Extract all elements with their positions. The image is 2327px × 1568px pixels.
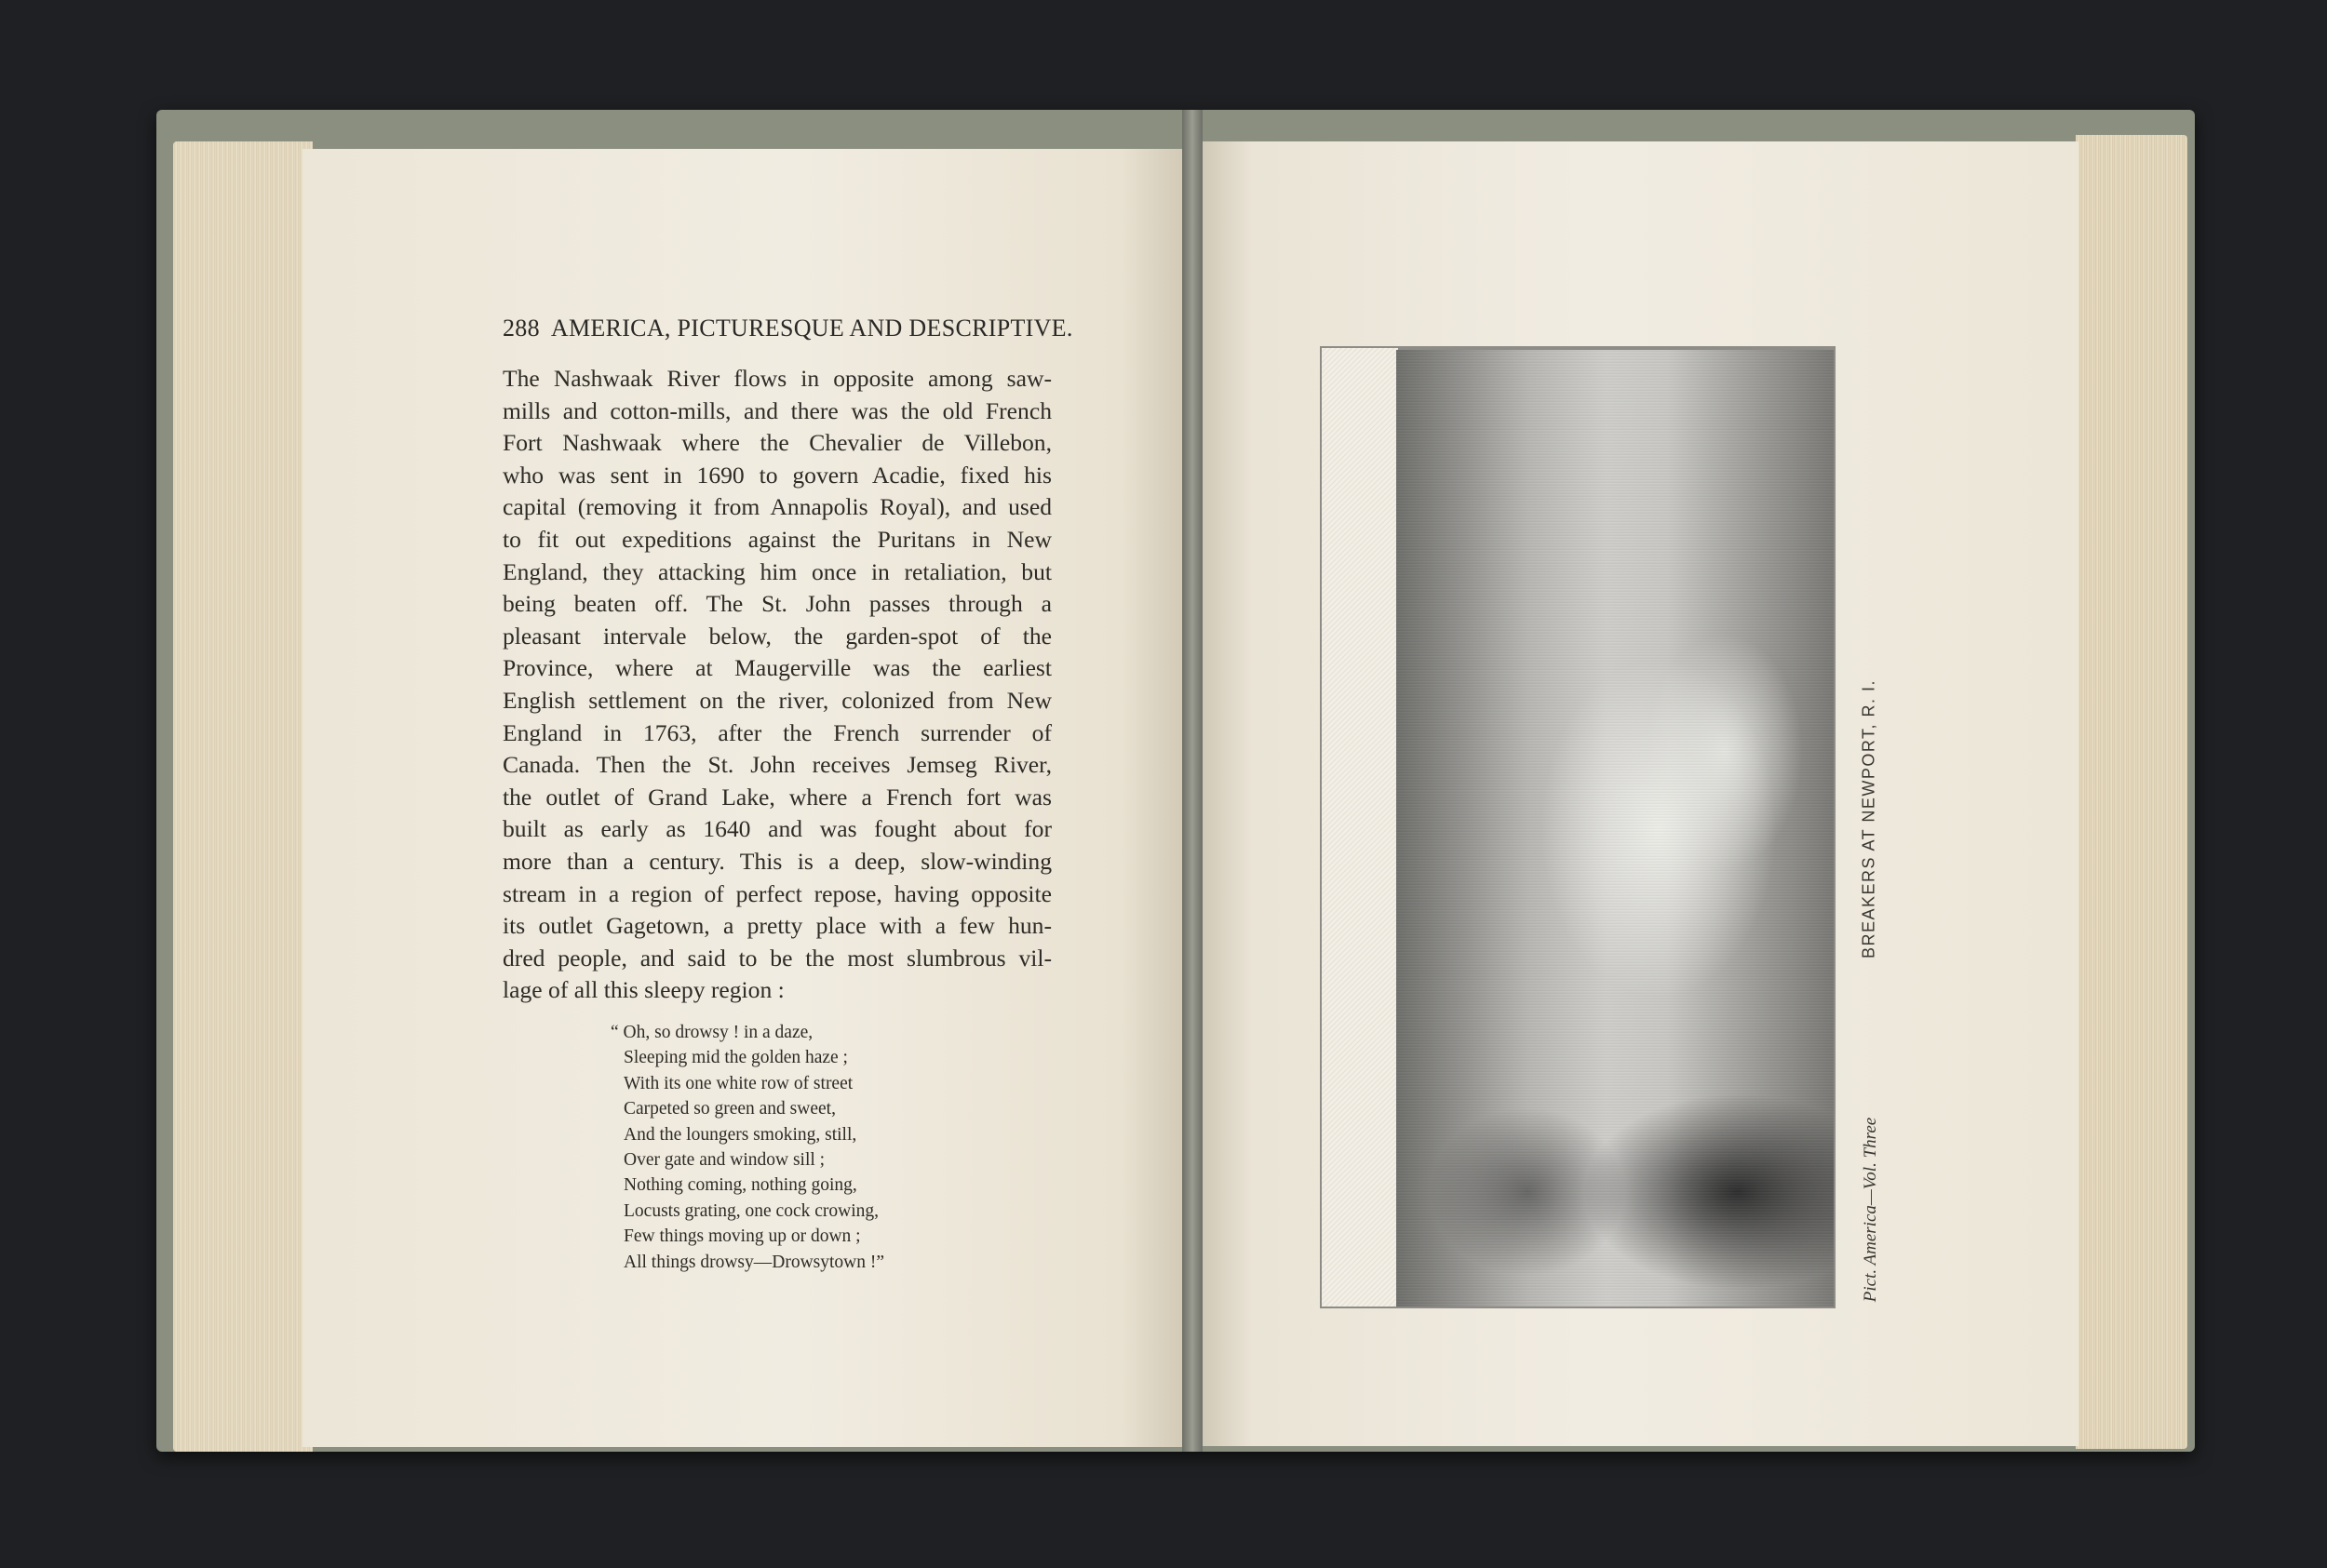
text-line: mills and cotton-mills, and there was the old French — [503, 396, 1052, 424]
text-line: stream in a region of perfect repose, having opposite — [503, 879, 1052, 907]
poem-line: Nothing coming, nothing going, — [624, 1175, 857, 1196]
text-line: pleasant intervale below, the garden-spot of the — [503, 622, 1052, 650]
poem-line: Over gate and window sill ; — [624, 1150, 826, 1171]
text-line: to fit out expeditions against the Puritans in New — [503, 525, 1052, 553]
poem-line: And the loungers smoking, still, — [624, 1124, 857, 1145]
poem-line: Sleeping mid the golden haze ; — [624, 1048, 848, 1068]
text-line: its outlet Gagetown, a pretty place with a few hun- — [503, 912, 1052, 940]
text-line: Province, where at Maugerville was the earliest — [503, 654, 1052, 682]
body-paragraph — [503, 363, 1052, 1007]
running-head-title: AMERICA, PICTURESQUE AND DESCRIPTIVE. — [550, 315, 1073, 342]
poem-line: Carpeted so green and sweet, — [624, 1099, 836, 1119]
text-line: The Nashwaak River flows in opposite among saw- — [503, 365, 1052, 392]
plate-tissue-margin — [1322, 348, 1398, 1307]
text-line: the outlet of Grand Lake, where a French fort was — [503, 783, 1052, 811]
text-line: England in 1763, after the French surrender of — [503, 718, 1052, 746]
poem-line: Few things moving up or down ; — [624, 1226, 861, 1247]
book-spine — [1182, 110, 1203, 1452]
page-number: 288 — [503, 315, 540, 342]
text-line: lage of all this sleepy region : — [503, 976, 785, 1004]
plate-credit: Pict. America—Vol. Three — [1861, 1117, 1880, 1303]
running-header — [503, 315, 1073, 342]
breakers-illustration — [1396, 350, 1834, 1307]
text-line: more than a century. This is a deep, slow-winding — [503, 847, 1052, 875]
plate-caption: BREAKERS AT NEWPORT, R. I. — [1859, 678, 1878, 959]
text-line: being beaten off. The St. John passes through a — [503, 590, 1052, 618]
poem-line: “ Oh, so drowsy ! in a daze, — [611, 1023, 814, 1042]
page-edges-right — [2076, 135, 2187, 1449]
poem-line: Locusts grating, one cock crowing, — [624, 1200, 880, 1221]
poem-line: All things drowsy—Drowsytown !” — [624, 1252, 885, 1272]
text-line: capital (removing it from Annapolis Royal), and used — [503, 493, 1052, 521]
page-edges-left — [173, 141, 313, 1452]
poem-stanza — [611, 1020, 885, 1275]
text-line: Fort Nashwaak where the Chevalier de Villebon, — [503, 429, 1052, 457]
text-line: Canada. Then the St. John receives Jemseg River, — [503, 751, 1052, 779]
text-line: English settlement on the river, colonized from New — [503, 686, 1052, 714]
poem-line: With its one white row of street — [624, 1073, 854, 1093]
text-line: England, they attacking him once in retaliation, but — [503, 557, 1052, 585]
text-line: who was sent in 1690 to govern Acadie, fixed his — [503, 461, 1052, 489]
text-line: built as early as 1640 and was fought about for — [503, 815, 1052, 843]
text-line: dred people, and said to be the most slumbrous vil- — [503, 944, 1052, 972]
